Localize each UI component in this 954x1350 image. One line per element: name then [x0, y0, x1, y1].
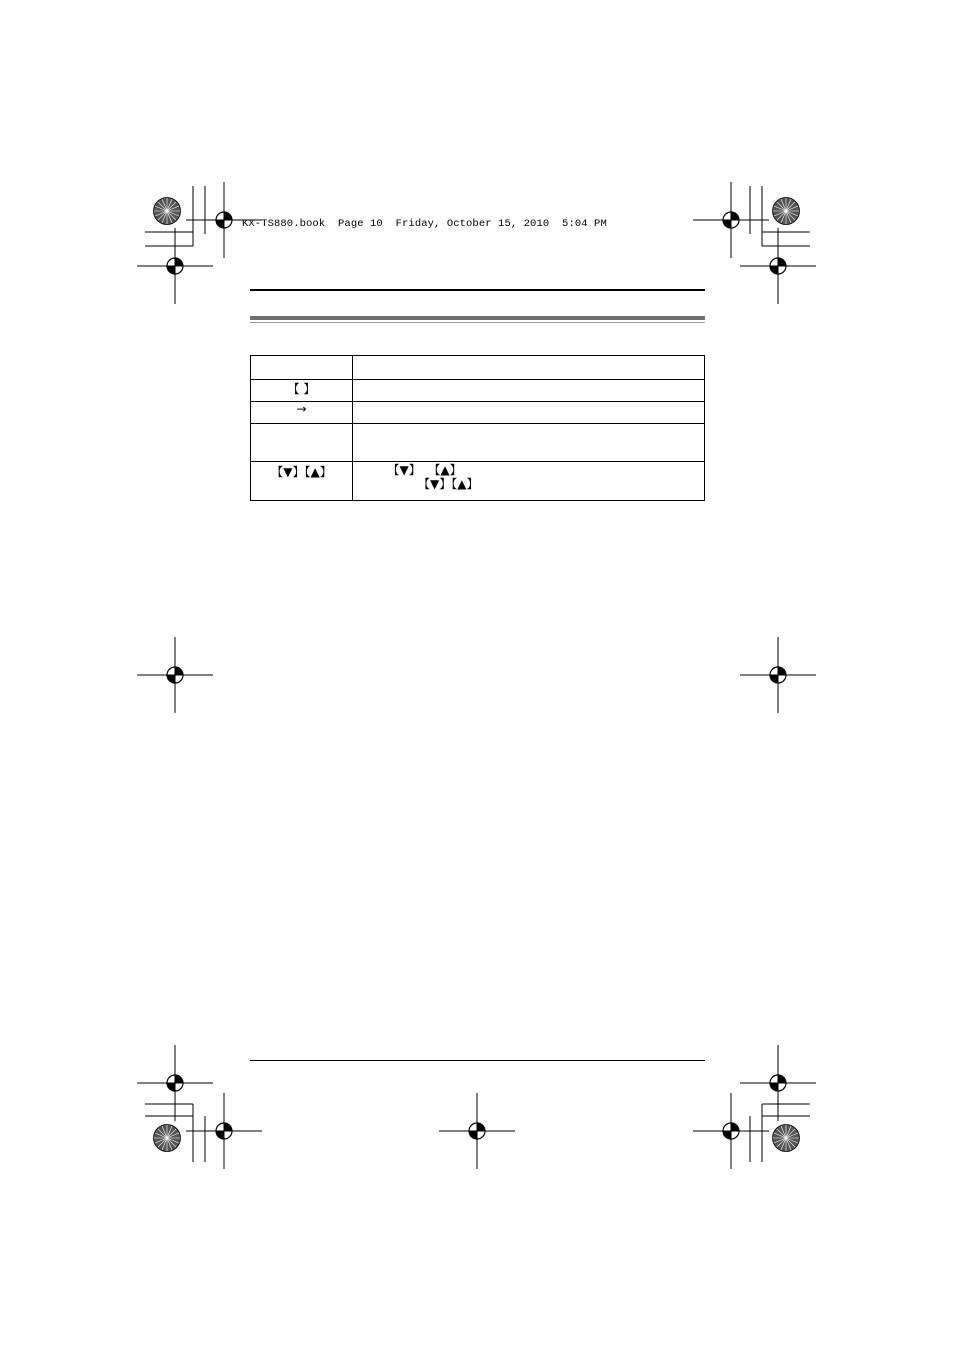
color-bar-star-icon — [154, 198, 181, 225]
registration-cross-icon — [740, 1045, 816, 1121]
registration-cross-icon — [693, 1093, 769, 1169]
registration-cross-icon — [137, 637, 213, 713]
meaning-cell — [353, 380, 705, 402]
symbol-cell: 【▼】【▲】 — [251, 462, 353, 501]
table-row — [251, 402, 705, 424]
book-info-header: KX-TS880.book Page 10 Friday, October 15, 2010 5:04 PM — [242, 218, 607, 230]
symbol-cell — [251, 356, 353, 380]
meaning-line: 【▼】 【▲】 — [357, 463, 462, 477]
meaning-cell — [353, 356, 705, 380]
top-rule — [250, 289, 705, 291]
registration-cross-icon — [740, 637, 816, 713]
table-row — [251, 462, 705, 501]
symbols-table — [250, 355, 705, 501]
meaning-cell — [353, 402, 705, 424]
registration-cross-icon — [693, 182, 769, 258]
color-bar-star-icon — [773, 198, 800, 225]
section-heading-underline — [250, 322, 705, 323]
table-row — [251, 424, 705, 462]
meaning-cell — [353, 462, 705, 501]
registration-cross-icon — [137, 1045, 213, 1121]
registration-cross-icon — [740, 228, 816, 304]
registration-cross-icon — [186, 1093, 262, 1169]
section-heading-bar — [250, 316, 705, 320]
footer-rule — [250, 1060, 705, 1061]
symbol-cell: → — [251, 402, 353, 424]
meaning-cell — [353, 424, 705, 462]
symbol-cell: 【 】 — [251, 380, 353, 402]
meaning-line: 【▼】【▲】 — [357, 477, 479, 491]
color-bar-star-icon — [773, 1125, 800, 1152]
symbol-cell — [251, 424, 353, 462]
registration-cross-icon — [137, 228, 213, 304]
table-row — [251, 380, 705, 402]
table-row — [251, 356, 705, 380]
registration-cross-icon — [439, 1093, 515, 1169]
color-bar-star-icon — [154, 1125, 181, 1152]
